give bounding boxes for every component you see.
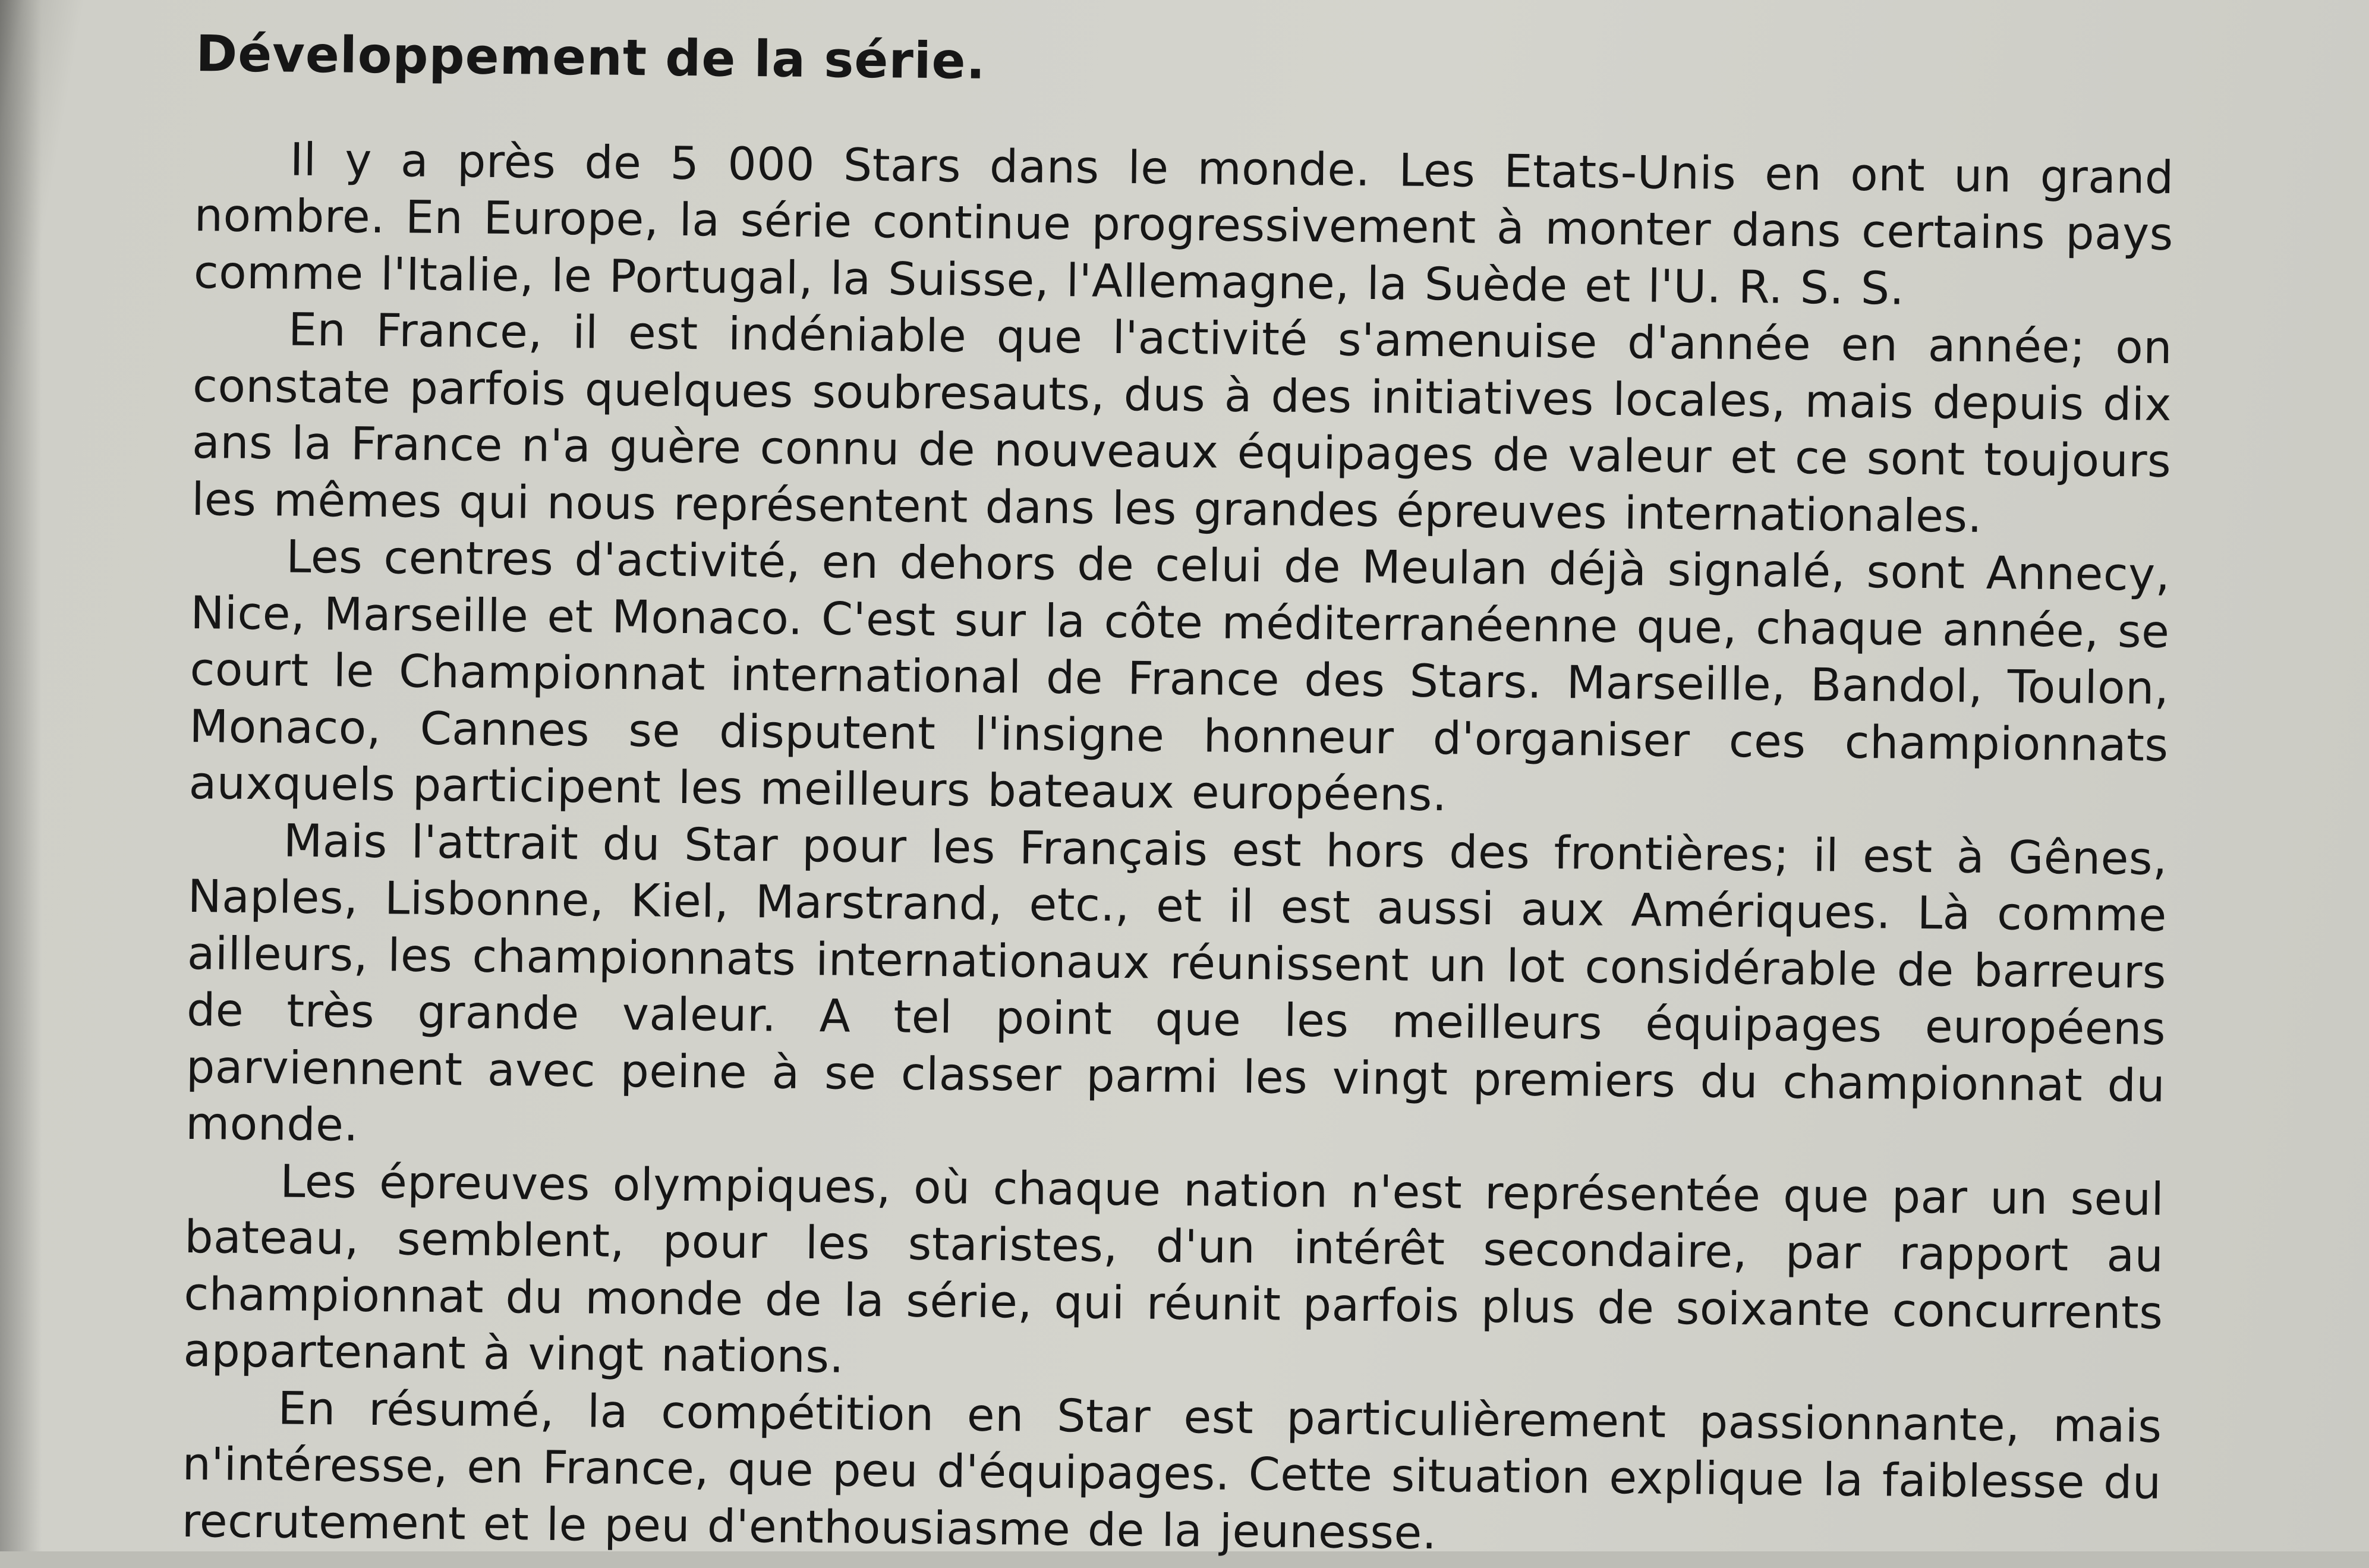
page-fold-shadow xyxy=(0,0,42,1551)
paragraph-2: En France, il est indéniable que l'activité s'amenuise d'année en année; on constate parfois quelques soubresauts, dus à des initiatives locales, mais depuis dix ans la France n'a guère connu de nouveaux équipages de valeur et ce sont toujours les mêmes qui nous représentent dans les grandes épreuves internationales. xyxy=(191,303,2173,543)
paragraph-4: Mais l'attrait du Star pour les Français est hors des frontières; il est à Gênes, Naples, Lisbonne, Kiel, Marstrand, etc., et il est aussi aux Amériques. Là comme ailleurs, les championnats internationaux réunissent un lot considérable de barreurs de très grande valeur. A tel point que les meilleurs équipages européens parviennent avec peine à se classer parmi les vingt premiers du championnat du monde. xyxy=(185,814,2168,1152)
paragraph-6: En résumé, la compétition en Star est particulièrement passionnante, mais n'intéresse, en France, que peu d'équipages. Cette situation explique la faiblesse du recrutement et le peu d'enthousiasme de la jeunesse. xyxy=(181,1381,2162,1559)
paragraph-5: Les épreuves olympiques, où chaque nation n'est représentée que par un seul bateau, semblent, pour les staristes, d'un intérêt secondaire, par rapport au championnat du monde de la série, qui réunit parfois plus de soixante concurrents appartenant à vingt nations. xyxy=(183,1154,2165,1383)
section-heading: Développement de la série. xyxy=(196,24,986,90)
text-block xyxy=(181,24,2175,1568)
paragraph-1: Il y a près de 5 000 Stars dans le monde. Les Etats-Unis en ont un grand nombre. En Europe, la série continue progressivement à monter dans certains pays comme l'Italie, le Portugal, la Suisse, l'Allemagne, la Suède et l'U. R. S. S. xyxy=(193,133,2175,315)
paragraph-3: Les centres d'activité, en dehors de celui de Meulan déjà signalé, sont Annecy, Nice, Marseille et Monaco. C'est sur la côte méditerranéenne que, chaque année, se court le Championnat international de France des Stars. Marseille, Bandol, Toulon, Monaco, Cannes se disputent l'insigne honneur d'organiser ces championnats auxquels participent les meilleurs bateaux européens. xyxy=(188,530,2170,821)
